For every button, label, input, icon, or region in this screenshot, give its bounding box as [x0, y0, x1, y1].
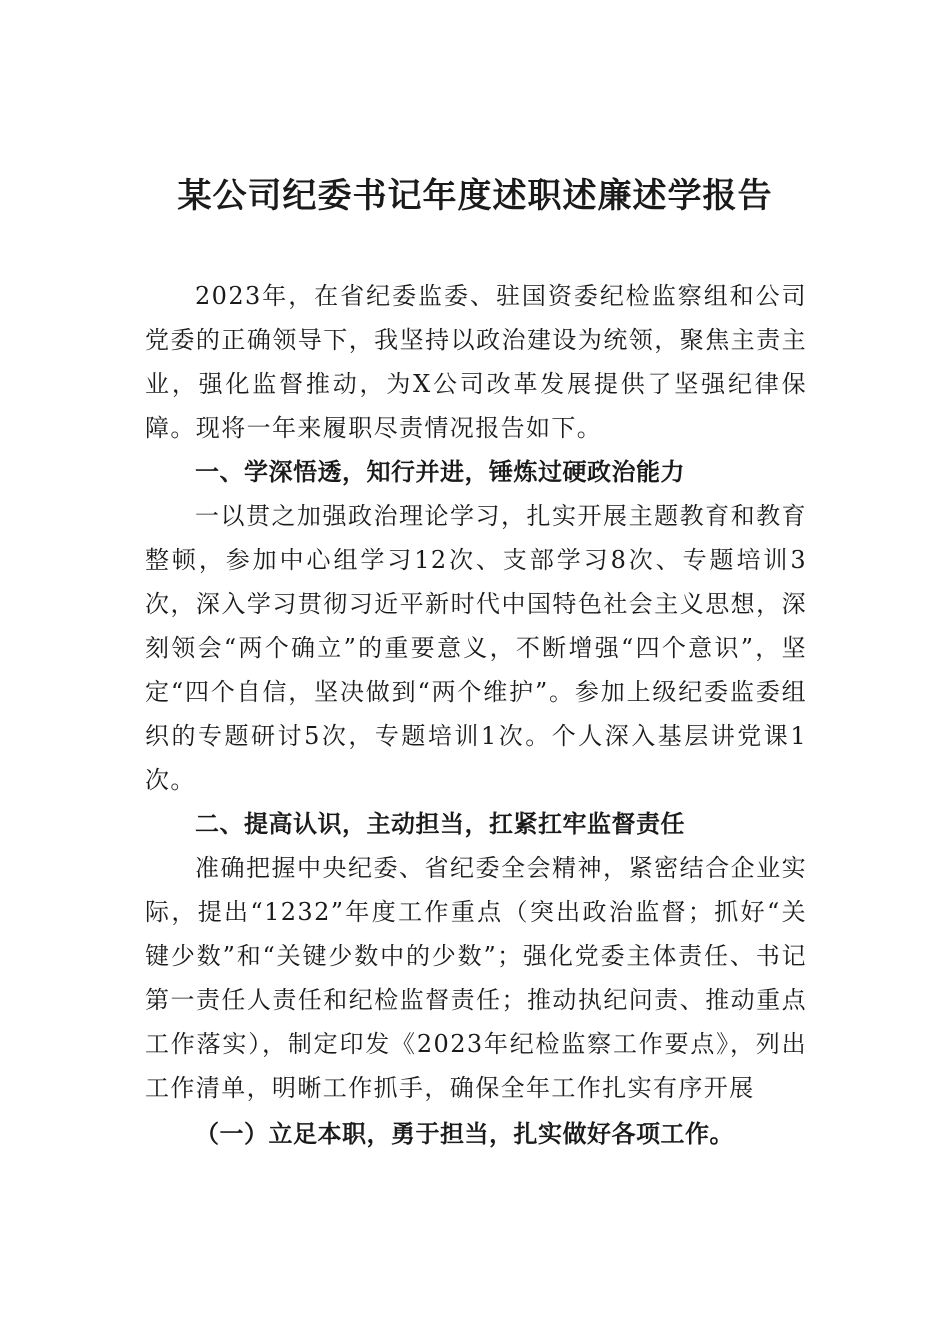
- section1-paragraph: 一以贯之加强政治理论学习，扎实开展主题教育和教育整顿，参加中心组学习12次、支部学习8次、专题培训3次，深入学习贯彻习近平新时代中国特色社会主义思想，深刻领会“两个确立”的重要意义，不断增强“四个意识”，坚定“四个自信，坚决做到“两个维护”。参加上级纪委监委组织的专题研讨5次，专题培训1次。个人深入基层讲党课1次。: [145, 502, 807, 794]
- document-title: 某公司纪委书记年度述职述廉述学报告: [177, 176, 773, 216]
- section2-paragraph: 准确把握中央纪委、省纪委全会精神，紧密结合企业实际，提出“1232”年度工作重点（突出政治监督；抓好“关键少数”和“关键少数中的少数”；强化党委主体责任、书记第一责任人责任和纪检监督责任；推动执纪问责、推动重点工作落实），制定印发《2023年纪检监察工作要点》，列出工作清单，明晰工作抓手，确保全年工作扎实有序开展: [145, 854, 807, 1102]
- document-body: [145, 274, 807, 1158]
- intro-paragraph: 2023年，在省纪委监委、驻国资委纪检监察组和公司党委的正确领导下，我坚持以政治建设为统领，聚焦主责主业，强化监督推动，为X公司改革发展提供了坚强纪律保障。现将一年来履职尽责情况报告如下。: [145, 282, 807, 442]
- section2-heading: 二、提高认识，主动担当，扛紧扛牢监督责任: [195, 810, 685, 838]
- section1-heading: 一、学深悟透，知行并进，锤炼过硬政治能力: [195, 458, 685, 486]
- subsection1-heading: （一）立足本职，勇于担当，扎实做好各项工作。: [195, 1120, 734, 1148]
